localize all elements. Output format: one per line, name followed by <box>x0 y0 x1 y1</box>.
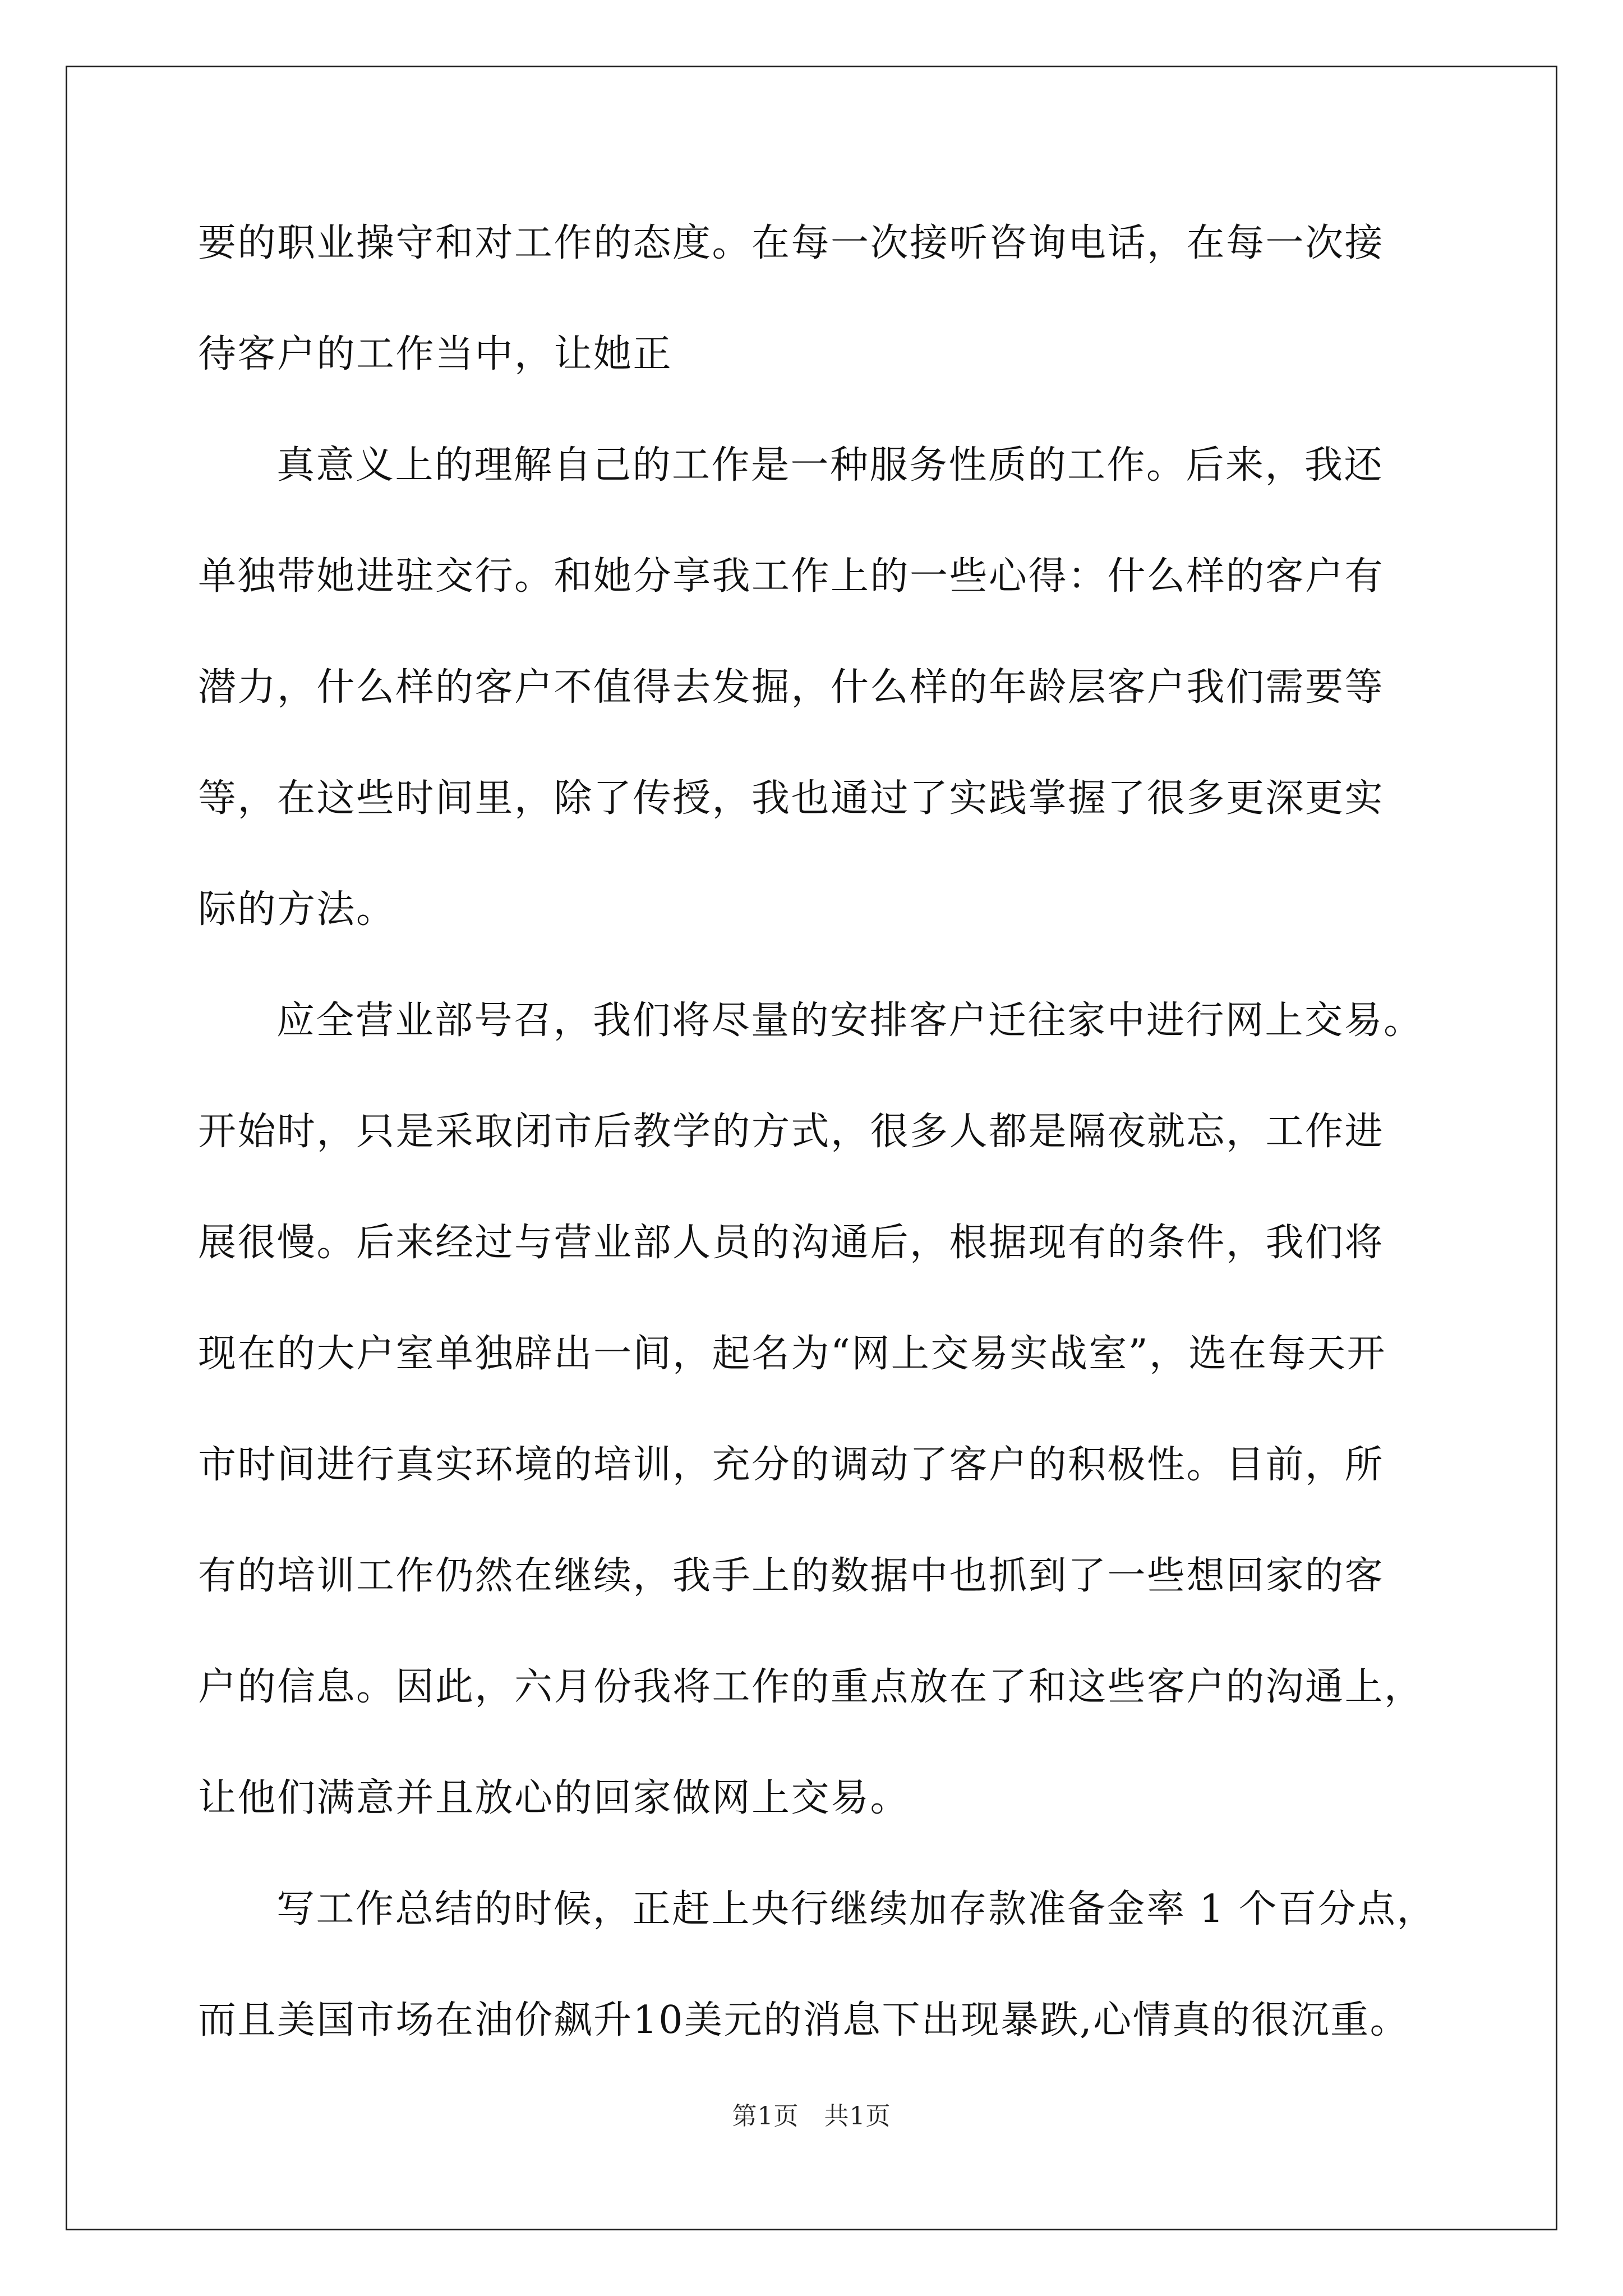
text-line: 现在的大户室单独辟出一间，起名为“网上交易实战室”，选在每天开 <box>198 1332 1387 1376</box>
page-number-footer: 第1页 共1页 <box>732 2102 891 2131</box>
text-line: 真意义上的理解自己的工作是一种服务性质的工作。后来，我还 <box>276 443 1384 487</box>
text-line: 户的信息。因此，六月份我将工作的重点放在了和这些客户的沟通上， <box>198 1665 1424 1709</box>
text-line: 待客户的工作当中，让她正 <box>198 332 673 376</box>
text-line: 要的职业操守和对工作的态度。在每一次接听咨询电话，在每一次接 <box>198 221 1385 265</box>
text-line: 潜力，什么样的客户不值得去发掘，什么样的年龄层客户我们需要等 <box>198 665 1385 710</box>
text-line: 际的方法。 <box>198 887 396 932</box>
text-line: 等，在这些时间里，除了传授，我也通过了实践掌握了很多更深更实 <box>198 776 1385 821</box>
text-line: 市时间进行真实环境的培训，充分的调动了客户的积极性。目前，所 <box>198 1443 1385 1487</box>
text-line: 写工作总结的时候，正赶上央行继续加存款准备金率 1 个百分点， <box>276 1887 1436 1931</box>
text-line: 让他们满意并且放心的回家做网上交易。 <box>198 1776 910 1820</box>
text-line: 开始时，只是采取闭市后教学的方式，很多人都是隔夜就忘，工作进 <box>198 1110 1385 1154</box>
text-line: 应全营业部号召，我们将尽量的安排客户迁往家中进行网上交易。 <box>276 999 1423 1043</box>
text-line: 有的培训工作仍然在继续，我手上的数据中也抓到了一些想回家的客 <box>198 1554 1385 1598</box>
text-line: 单独带她进驻交行。和她分享我工作上的一些心得：什么样的客户有 <box>198 554 1385 599</box>
text-line: 展很慢。后来经过与营业部人员的沟通后，根据现有的条件，我们将 <box>198 1221 1385 1265</box>
text-line: 而且美国市场在油价飙升10美元的消息下出现暴跌,心情真的很沉重。 <box>198 1998 1410 2042</box>
